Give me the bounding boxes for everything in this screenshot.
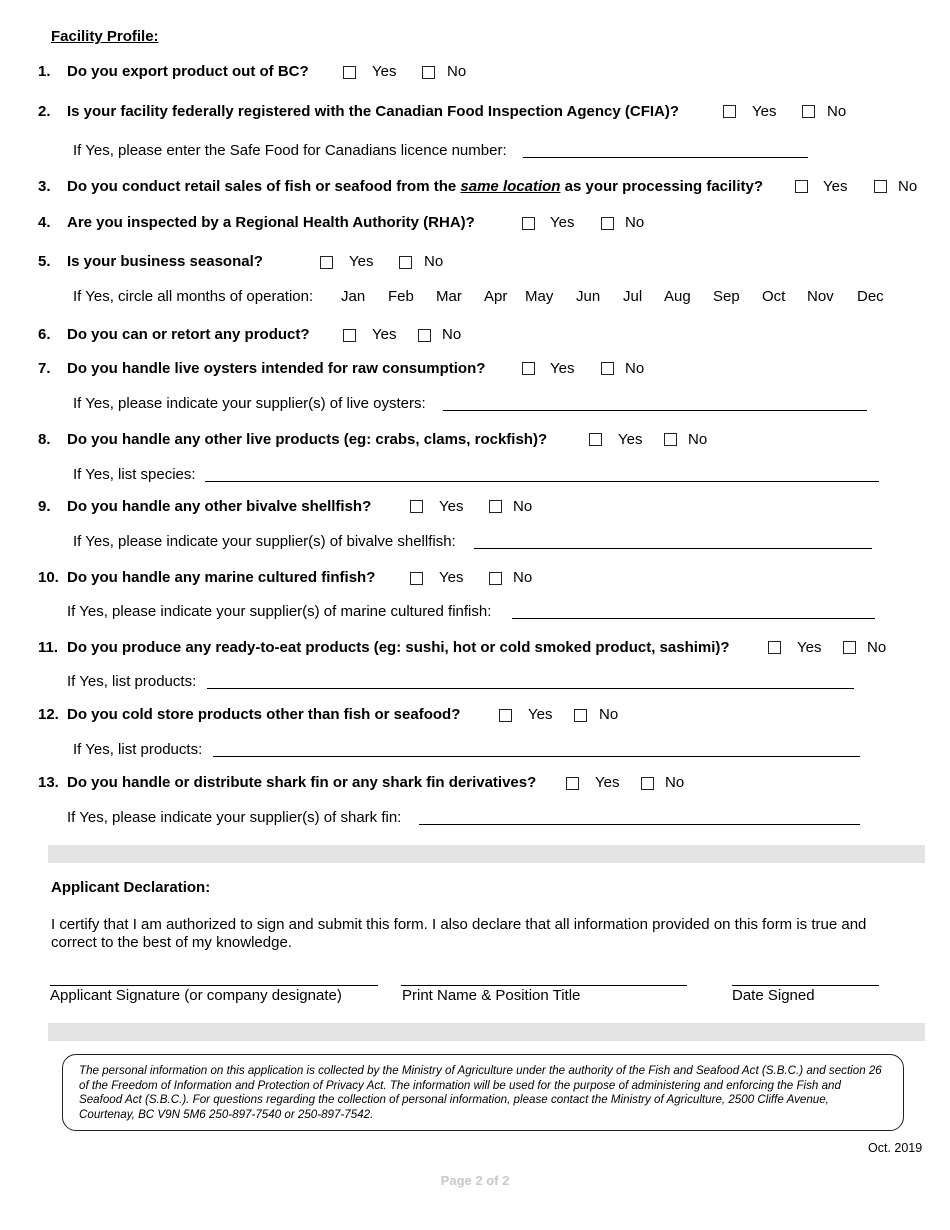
q7-number: 7.: [38, 360, 51, 377]
declaration-title: Applicant Declaration:: [51, 879, 211, 896]
q7-yes-checkbox[interactable]: [522, 362, 535, 375]
q4-yes-checkbox[interactable]: [522, 217, 535, 230]
section-divider-top: [48, 845, 925, 863]
q8-number: 8.: [38, 431, 51, 448]
month-oct[interactable]: Oct: [762, 288, 786, 305]
month-apr[interactable]: Apr: [484, 288, 508, 305]
month-jan[interactable]: Jan: [341, 288, 366, 305]
q2-no-checkbox[interactable]: [802, 105, 815, 118]
date-line[interactable]: [732, 985, 879, 986]
q4-no-label: No: [625, 214, 645, 231]
q6-no-label: No: [442, 326, 462, 343]
q3-number: 3.: [38, 178, 51, 195]
privacy-notice-text: The personal information on this application is collected by the Ministry of Agriculture under the authority of the Fish and Seafood Act (S.B.C.) and section 26 of the Freedom of Information and Protection of Privacy Act. The information will be used for the purpose of administering and enforcing the Fish and Seafood Act (S.B.C.). For questions regarding the collection of personal information, please contact the Ministry of Agriculture, 2500 Cliffe Avenue, Courtenay, BC V9N 5M6 250-897-7540 or 250-897-7542.: [79, 1064, 882, 1121]
q3-emphasis: same location: [460, 178, 561, 195]
q3-yes-label: Yes: [823, 178, 848, 195]
q9-no-label: No: [513, 498, 533, 515]
q2-text: Is your facility federally registered with the Canadian Food Inspection Agency (CFIA)?: [67, 103, 680, 120]
q12-number: 12.: [38, 706, 59, 723]
q3-no-label: No: [898, 178, 918, 195]
q13-yes-label: Yes: [595, 774, 620, 791]
q12-no-label: No: [599, 706, 619, 723]
q7-no-label: No: [625, 360, 645, 377]
q7-text: Do you handle live oysters intended for raw consumption?: [67, 360, 486, 377]
q10-followup-label: If Yes, please indicate your supplier(s) of marine cultured finfish:: [67, 603, 492, 620]
section-title: Facility Profile:: [51, 28, 159, 45]
q11-text: Do you produce any ready-to-eat products (eg: sushi, hot or cold smoked product, sashimi)?: [67, 639, 730, 656]
q1-no-checkbox[interactable]: [422, 66, 435, 79]
q7-no-checkbox[interactable]: [601, 362, 614, 375]
q9-followup-label: If Yes, please indicate your supplier(s) of bivalve shellfish:: [73, 533, 456, 550]
month-mar[interactable]: Mar: [436, 288, 462, 305]
q10-yes-label: Yes: [439, 569, 464, 586]
month-dec[interactable]: Dec: [857, 288, 884, 305]
q4-number: 4.: [38, 214, 51, 231]
q9-text: Do you handle any other bivalve shellfish?: [67, 498, 372, 515]
month-may[interactable]: May: [525, 288, 554, 305]
q5-yes-label: Yes: [349, 253, 374, 270]
q3-yes-checkbox[interactable]: [795, 180, 808, 193]
q8-followup-label: If Yes, list species:: [73, 466, 196, 483]
q4-yes-label: Yes: [550, 214, 575, 231]
q12-yes-checkbox[interactable]: [499, 709, 512, 722]
q13-yes-checkbox[interactable]: [566, 777, 579, 790]
q11-yes-label: Yes: [797, 639, 822, 656]
q3-no-checkbox[interactable]: [874, 180, 887, 193]
q2-yes-checkbox[interactable]: [723, 105, 736, 118]
section-divider-bottom: [48, 1023, 925, 1041]
signature-line[interactable]: [50, 985, 378, 986]
q5-number: 5.: [38, 253, 51, 270]
q13-no-label: No: [665, 774, 685, 791]
q8-no-checkbox[interactable]: [664, 433, 677, 446]
q9-no-checkbox[interactable]: [489, 500, 502, 513]
q7-followup-label: If Yes, please indicate your supplier(s) of live oysters:: [73, 395, 426, 412]
q6-yes-checkbox[interactable]: [343, 329, 356, 342]
q7-supplier-field[interactable]: [443, 410, 867, 411]
q11-products-field[interactable]: [207, 688, 854, 689]
q1-yes-label: Yes: [372, 63, 397, 80]
q6-text: Do you can or retort any product?: [67, 326, 310, 343]
page-number: Page 2 of 2: [440, 1173, 510, 1188]
print-name-label: Print Name & Position Title: [402, 987, 581, 1004]
q10-number: 10.: [38, 569, 59, 586]
q9-supplier-field[interactable]: [474, 548, 872, 549]
q3-text: Do you conduct retail sales of fish or seafood from the same location as your processing facility?: [67, 178, 764, 195]
q13-no-checkbox[interactable]: [641, 777, 654, 790]
q4-text: Are you inspected by a Regional Health Authority (RHA)?: [67, 214, 475, 231]
declaration-body: I certify that I am authorized to sign and submit this form. I also declare that all information provided on this form is true and correct to the best of my knowledge.: [51, 916, 867, 951]
q2-yes-label: Yes: [752, 103, 777, 120]
q6-no-checkbox[interactable]: [418, 329, 431, 342]
month-jun[interactable]: Jun: [576, 288, 601, 305]
q5-yes-checkbox[interactable]: [320, 256, 333, 269]
q2-followup-label: If Yes, please enter the Safe Food for Canadians licence number:: [73, 142, 507, 159]
q8-yes-checkbox[interactable]: [589, 433, 602, 446]
q12-yes-label: Yes: [528, 706, 553, 723]
q12-no-checkbox[interactable]: [574, 709, 587, 722]
month-aug[interactable]: Aug: [664, 288, 691, 305]
q9-yes-checkbox[interactable]: [410, 500, 423, 513]
q13-number: 13.: [38, 774, 59, 791]
q13-supplier-field[interactable]: [419, 824, 860, 825]
print-name-line[interactable]: [401, 985, 687, 986]
q6-yes-label: Yes: [372, 326, 397, 343]
q5-followup-label: If Yes, circle all months of operation:: [73, 288, 314, 305]
q8-yes-label: Yes: [618, 431, 643, 448]
q10-no-checkbox[interactable]: [489, 572, 502, 585]
q6-number: 6.: [38, 326, 51, 343]
month-jul[interactable]: Jul: [623, 288, 643, 305]
q8-no-label: No: [688, 431, 708, 448]
q10-supplier-field[interactable]: [512, 618, 875, 619]
q11-followup-label: If Yes, list products:: [67, 673, 197, 690]
q13-text: Do you handle or distribute shark fin or any shark fin derivatives?: [67, 774, 537, 791]
q5-text: Is your business seasonal?: [67, 253, 263, 270]
q1-number: 1.: [38, 63, 51, 80]
q2-no-label: No: [827, 103, 847, 120]
q10-yes-checkbox[interactable]: [410, 572, 423, 585]
q2-licence-field[interactable]: [523, 157, 808, 158]
q1-text: Do you export product out of BC?: [67, 63, 309, 80]
q1-no-label: No: [447, 63, 467, 80]
q10-no-label: No: [513, 569, 533, 586]
date-label: Date Signed: [732, 987, 815, 1004]
q9-number: 9.: [38, 498, 51, 515]
q10-text: Do you handle any marine cultured finfish?: [67, 569, 376, 586]
q5-no-checkbox[interactable]: [399, 256, 412, 269]
q11-yes-checkbox[interactable]: [768, 641, 781, 654]
q13-followup-label: If Yes, please indicate your supplier(s) of shark fin:: [67, 809, 402, 826]
q11-no-label: No: [867, 639, 887, 656]
privacy-notice-box: [62, 1054, 904, 1131]
q2-number: 2.: [38, 103, 51, 120]
q11-number: 11.: [38, 639, 59, 656]
q4-no-checkbox[interactable]: [601, 217, 614, 230]
q12-products-field[interactable]: [213, 756, 860, 757]
month-feb[interactable]: Feb: [388, 288, 414, 305]
q5-no-label: No: [424, 253, 444, 270]
q11-no-checkbox[interactable]: [843, 641, 856, 654]
month-sep[interactable]: Sep: [713, 288, 740, 305]
month-nov[interactable]: Nov: [807, 288, 834, 305]
signature-label: Applicant Signature (or company designate): [50, 987, 342, 1004]
q12-text: Do you cold store products other than fish or seafood?: [67, 706, 461, 723]
q9-yes-label: Yes: [439, 498, 464, 515]
q8-text: Do you handle any other live products (eg: crabs, clams, rockfish)?: [67, 431, 548, 448]
form-version: Oct. 2019: [868, 1141, 923, 1155]
q1-yes-checkbox[interactable]: [343, 66, 356, 79]
q8-species-field[interactable]: [205, 481, 879, 482]
q7-yes-label: Yes: [550, 360, 575, 377]
q12-followup-label: If Yes, list products:: [73, 741, 203, 758]
